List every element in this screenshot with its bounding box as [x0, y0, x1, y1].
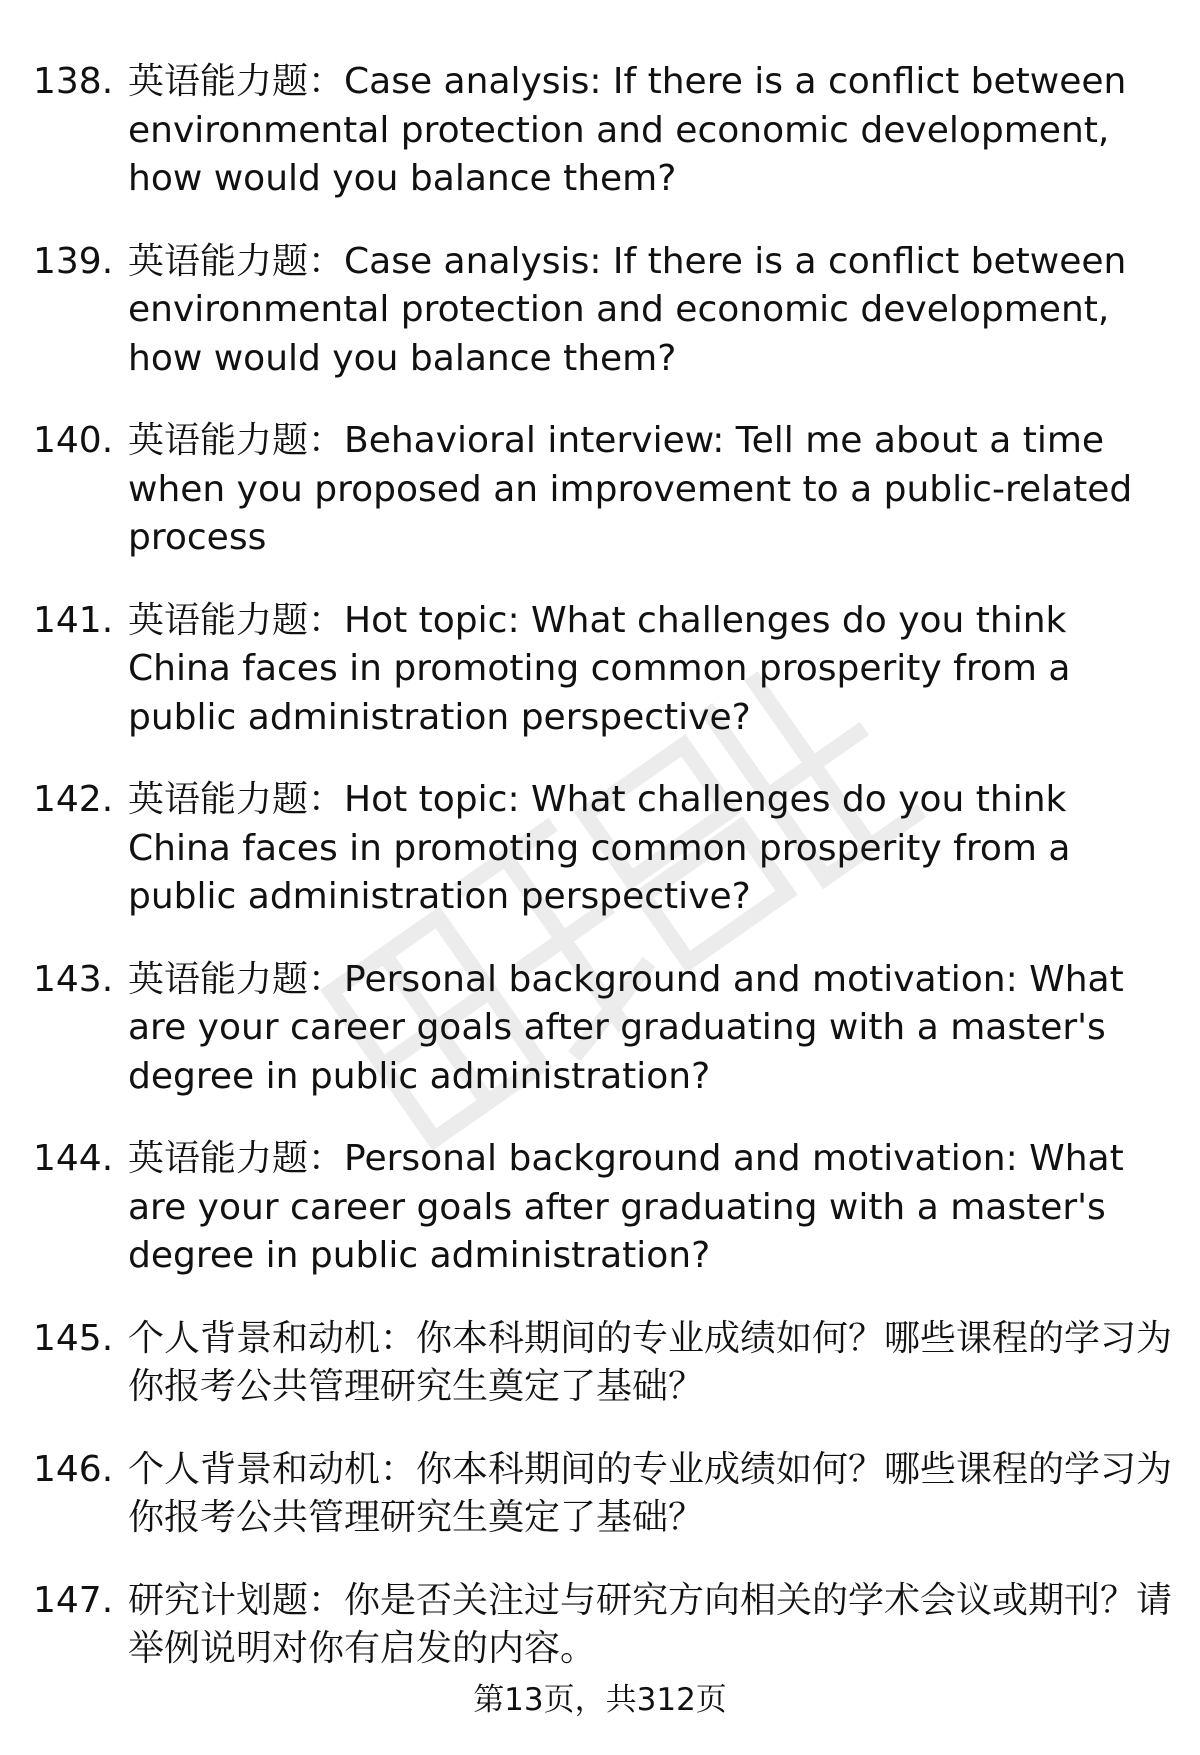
- question-text: Case analysis: If there is a conflict between environmental protection and economic development, how would you balance them?: [128, 240, 1127, 379]
- question-number: 147.: [33, 1579, 114, 1621]
- question-category: 英语能力题：: [128, 240, 345, 282]
- question-text-block: [128, 776, 1173, 922]
- question-item: [33, 776, 1173, 922]
- question-text-block: [128, 1135, 1173, 1281]
- question-text: Personal background and motivation: What are your career goals after graduating with a master's degree in public administration?: [128, 1138, 1124, 1276]
- question-text-block: [128, 1577, 1173, 1674]
- question-text-block: [128, 1446, 1173, 1543]
- question-item: [33, 417, 1173, 563]
- question-item: [33, 1577, 1173, 1674]
- question-category: 英语能力题：: [128, 779, 345, 820]
- question-number: 140.: [33, 420, 114, 461]
- question-category: 研究计划题：: [128, 1579, 345, 1621]
- question-text: Hot topic: What challenges do you think China faces in promoting common prosperity from a public administration perspective?: [128, 599, 1071, 738]
- question-category: 英语能力题：: [128, 420, 345, 461]
- question-item: [33, 58, 1173, 204]
- question-number: 141.: [33, 599, 114, 641]
- question-number: 145.: [33, 1317, 114, 1359]
- page-footer: 第13页，共312页: [473, 1682, 727, 1718]
- question-text: Hot topic: What challenges do you think China faces in promoting common prosperity from a public administration perspective?: [128, 779, 1071, 917]
- question-text-block: [128, 1315, 1173, 1412]
- question-number: 143.: [33, 958, 114, 1000]
- question-text: 你本科期间的专业成绩如何？哪些课程的学习为你报考公共管理研究生奠定了基础？: [128, 1317, 1173, 1407]
- question-item: [33, 956, 1173, 1102]
- question-item: [33, 1135, 1173, 1281]
- question-text: Behavioral interview: Tell me about a time when you proposed an improvement to a public-related process: [128, 420, 1133, 558]
- question-text: 你是否关注过与研究方向相关的学术会议或期刊？请举例说明对你有启发的内容。: [128, 1579, 1173, 1669]
- question-number: 139.: [33, 240, 114, 282]
- question-item: [33, 597, 1173, 743]
- question-text-block: [128, 58, 1173, 204]
- question-category: 英语能力题：: [128, 599, 345, 641]
- question-text-block: [128, 597, 1173, 743]
- question-category: 个人背景和动机：: [128, 1317, 417, 1359]
- question-category: 英语能力题：: [128, 958, 345, 1000]
- question-item: [33, 238, 1173, 384]
- question-text-block: [128, 956, 1173, 1102]
- question-number: 146.: [33, 1448, 114, 1490]
- question-category: 英语能力题：: [128, 61, 345, 102]
- question-number: 144.: [33, 1138, 114, 1179]
- question-list: [33, 58, 1173, 1674]
- question-text-block: [128, 417, 1173, 563]
- question-number: 142.: [33, 779, 114, 820]
- question-text: Case analysis: If there is a conflict between environmental protection and economic development, how would you balance them?: [128, 61, 1127, 199]
- question-text: 你本科期间的专业成绩如何？哪些课程的学习为你报考公共管理研究生奠定了基础？: [128, 1448, 1173, 1538]
- question-text-block: [128, 238, 1173, 384]
- question-item: [33, 1315, 1173, 1412]
- question-number: 138.: [33, 61, 114, 102]
- question-item: [33, 1446, 1173, 1543]
- question-category: 个人背景和动机：: [128, 1448, 417, 1490]
- question-category: 英语能力题：: [128, 1138, 345, 1179]
- question-text: Personal background and motivation: What are your career goals after graduating with a master's degree in public administration?: [128, 958, 1124, 1097]
